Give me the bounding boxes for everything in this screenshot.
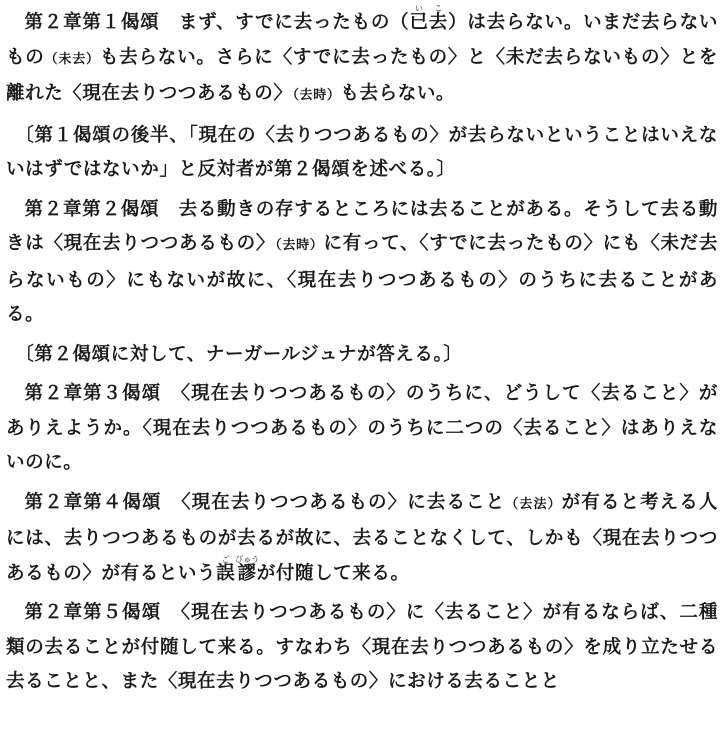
verse-2-1-text-b: ）は去らない。いまだ去らないもの [6,12,718,68]
note-mikyo: （未去） [44,51,100,67]
note-koho: （去法） [505,496,562,512]
paragraph-answer-intro [6,338,718,373]
verse-2-4-text-b: が有ると考える人には、去りつつあるものが去るが故に、去ることなくして、しかも〈現在去りつつあるもの〉が有るという [6,491,718,584]
ruby-byu: 謬びゅう [235,554,260,584]
paragraph-verse-2-5 [6,596,718,700]
objection-intro-text: 〔第１偈頌の後半、「現在の〈去りつつあるもの〉が去らないということはいえないはずではないか」と反対者が第２偈頌を述べる。〕 [6,124,718,180]
verse-2-3-text: 第２章第３偈頌 〈現在去りつつあるもの〉のうちに、どうして〈去ること〉がありえようか。〈現在去りつつあるもの〉のうちに二つの〈去ること〉はありえないのに。 [6,383,718,473]
paragraph-objection-intro [6,119,718,188]
verse-2-1-text-c: も去らない。さらに〈すでに去ったもの〉と〈未だ去らないもの〉とを離れた〈現在去りつつあるもの〉 [6,46,719,104]
verse-2-2-text-b: に有って、〈すでに去ったもの〉にも〈未だ去らないもの〉にもないが故に、〈現在去りつつあるもの〉のうちに去ることがある。 [6,233,718,325]
verse-2-4-text-c: が付随して来る。 [256,562,410,584]
ruby-go: 誤ご [216,554,236,584]
note-koji-2: （去時） [275,238,324,253]
answer-intro-text: 〔第２偈頌に対して、ナーガールジュナが答える。〕 [15,343,463,365]
paragraph-verse-2-4 [6,486,718,592]
verse-2-2-text: 第２章第２偈頌 去る動きの存するところには去ることがある。そうして去る動きは〈現在去りつつあるもの〉 [6,198,718,254]
note-koji: （去時） [292,88,341,103]
verse-2-5-text: 第２章第５偈頌 〈現在去りつつあるもの〉に〈去ること〉が有るならば、二種類の去ることが付随して来る。すなわち〈現在去りつつあるもの〉を成り立たせる去ることと、また〈現在去りつつあるもの〉における去ることと [6,602,718,692]
verse-2-1-text-d: も去らない。 [340,83,456,104]
verse-2-1-text: 第２章第１偈頌 まず、すでに去ったもの（ [24,12,410,33]
paragraph-verse-2-1 [6,4,718,114]
paragraph-verse-2-2 [6,193,718,333]
verse-2-4-text: 第２章第４偈頌 〈現在去りつつあるもの〉に去ること [24,491,506,513]
paragraph-verse-2-3 [6,377,718,481]
ruby-i: 已い [409,4,429,33]
ruby-ko: 去こ [428,4,449,33]
